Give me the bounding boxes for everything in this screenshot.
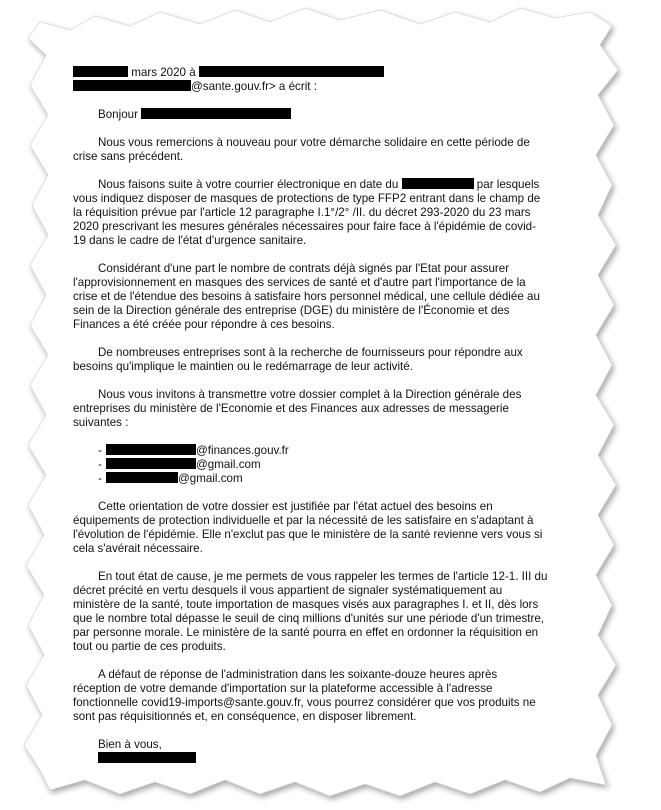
email-header [73,66,548,80]
list-item: - @finances.gouv.fr [98,444,289,457]
redacted-recipient-name [141,108,291,119]
list-item: - @gmail.com [98,458,261,471]
redacted-email-user [106,472,178,483]
redacted-email-date [402,178,474,189]
header-line2-text: @sante.gouv.fr> a écrit : [191,80,317,93]
redacted-sender [199,66,384,77]
paragraph-8: A défaut de réponse de l'administration dans les soixante-douze heures après réception de votre demande d'importation sur la plateforme accessible à l'adresse fonctionnelle covid19-imports@sante.gouv.fr, vous pourrez considérer que vos produits ne sont pas réquisitionnés et, en conséquence, en disposer librement. [73,668,536,723]
redacted-sender-address [73,80,191,91]
paragraph-6: Cette orientation de votre dossier est justifiée par l'état actuel des besoins en équipements de protection individuelle et par la nécessité de les satisfaire en s'adaptant à l'évolution de l'épidémie. Elle n'exclut pas que le ministère de la santé revienne vers vous si cela s'avérait nécessaire. [73,500,543,555]
redacted-email-user [106,458,196,469]
paragraph-1: Nous vous remercions à nouveau pour votre démarche solidaire en cette période de crise sans précédent. [73,136,530,163]
paragraph-4: De nombreuses entreprises sont à la recherche de fournisseurs pour répondre aux besoins qu'implique le maintien ou le redémarrage de leur activité. [73,346,523,373]
closing [73,738,548,766]
paragraph-2 [73,178,548,248]
list-item: - @gmail.com [98,472,243,485]
redacted-email-user [106,444,196,455]
greeting-line [73,108,548,122]
redacted-signature [98,752,196,763]
email-address-list [73,444,548,486]
paragraph-2-start: Nous faisons suite à votre courrier électronique en date du [98,178,399,191]
paragraph-7: En tout état de cause, je me permets de vous rappeler les termes de l'article 12-1. III du décret précité en vertu desquels il vous appartient de signaler systématiquement au ministère de la santé, toute importation de masques visés aux paragraphes I. et II, dès lors que le nombre total dépasse le seuil de cinq millions d'unités sur une période d'un trimestre, par personne morale. Le ministère de la santé pourra en effet en ordonner la réquisition en tout ou partie de ces produits. [73,570,548,653]
header-line1-text: mars 2020 à [131,66,196,79]
paragraph-5: Nous vous invitons à transmettre votre dossier complet à la Direction générale des entreprises du ministère de l'Economie et des Finances aux adresses de messagerie suivantes : [73,388,522,429]
greeting: Bonjour [98,108,138,121]
paragraph-3: Considérant d'une part le nombre de contrats déjà signés par l'Etat pour assurer l'approvisionnement en masques des services de santé et d'autre part l'importance de la crise et de l'étendue des besoins à satisfaire hors personnel médical, une cellule dédiée au sein de la Direction générale des entreprise (DGE) du ministère de l'Économie et des Finances a été créée pour répondre à ces besoins. [73,262,540,331]
email-domain: @finances.gouv.fr [196,444,289,457]
closing-text: Bien à vous, [98,738,162,751]
letter-body [73,66,548,766]
email-domain: @gmail.com [196,458,261,471]
email-domain: @gmail.com [178,472,243,485]
paragraph-2-rest: par lesquels vous indiquez disposer de masques de protections de type FFP2 entrant dans le champ de la réquisition prévue par l'article 12 paragraphe I.1°/2° /II. du décret 293-2020 du 23 mars 2020 prescrivant les mesures générales nécessaires pour faire face à l'épidémie de covid-19 dans le cadre de l'état d'urgence sanitaire. [73,178,541,247]
email-header-line2 [73,80,548,94]
redacted-date [73,66,128,77]
